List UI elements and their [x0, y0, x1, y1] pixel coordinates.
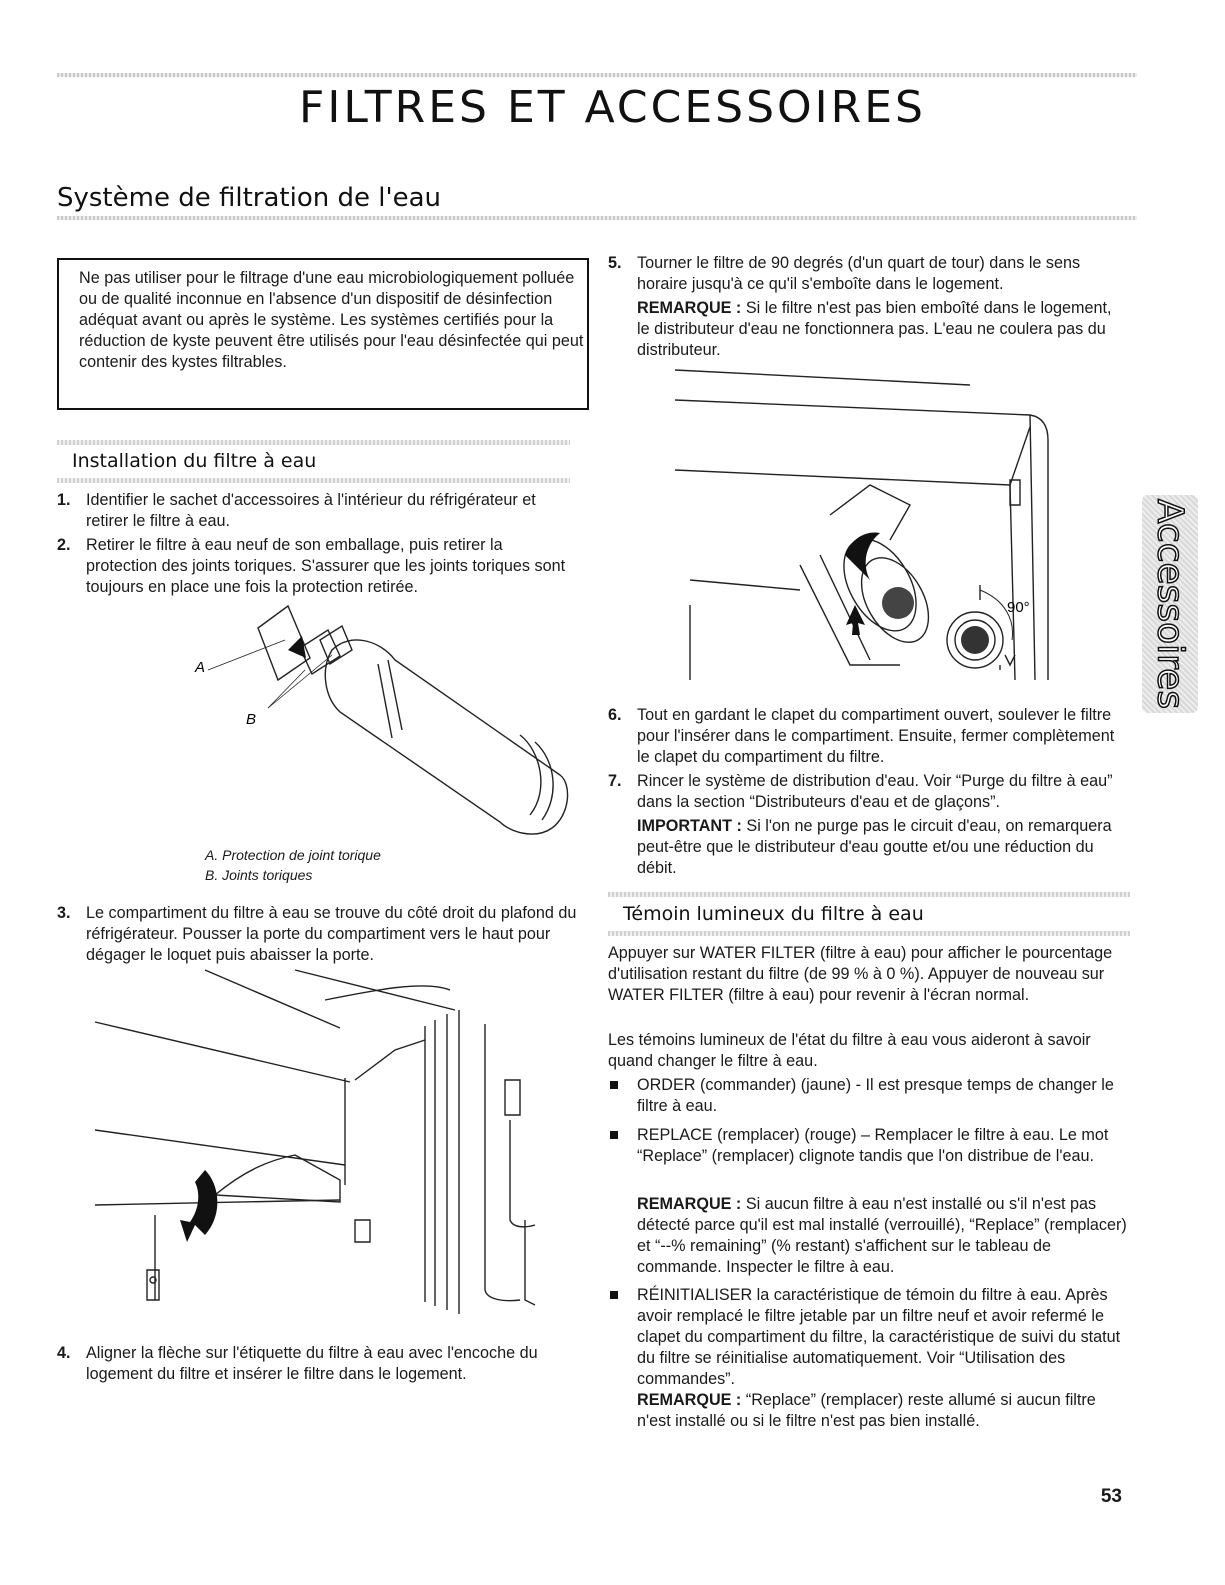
indicator-title: Témoin lumineux du filtre à eau — [623, 903, 924, 925]
label-b: B — [246, 711, 257, 728]
warning-box — [57, 258, 589, 410]
compartment-figure — [95, 970, 550, 1320]
subsection-rule-bottom — [57, 478, 570, 483]
side-tab-label: Accessoires — [1149, 498, 1191, 710]
note-step-5: REMARQUE : Si le filtre n'est pas bien emboîté dans le logement, le distributeur d'eau ne fonctionnera pas. L'eau ne coulera pas du distributeur. — [637, 299, 1112, 359]
warning-text: Ne pas utiliser pour le filtrage d'une eau microbiologiquement polluée ou de qualité inconnue en l'absence d'un dispositif de désinfection adéquat avant ou après le système. Les systèmes certifiés pour la réduction de kyste peuvent être utilisés pour l'eau désinfectée qui peut contenir des kystes filtrables. — [79, 269, 584, 371]
label-a: A — [195, 659, 206, 676]
page-number: 53 — [1100, 1486, 1122, 1507]
indicator-para-1: Appuyer sur WATER FILTER (filtre à eau) pour afficher le pourcentage d'utilisation restant du filtre (de 99 % à 0 %). Appuyer de nouveau sur WATER FILTER (filtre à eau) pour revenir à l'écran normal. — [608, 944, 1113, 1004]
indicator-rule-bottom — [608, 931, 1130, 936]
installation-title: Installation du filtre à eau — [72, 450, 317, 472]
filter-rotation-figure — [670, 365, 1060, 685]
filter-bottle-figure — [180, 600, 580, 840]
page-title: FILTRES ET ACCESSOIRES — [299, 82, 926, 133]
section-title: Système de filtration de l'eau — [57, 183, 442, 213]
important-note: IMPORTANT : Si l'on ne purge pas le circuit d'eau, on remarquera peut-être que le distributeur d'eau goutte et/ou une réduction du débit. — [637, 817, 1112, 877]
section-rule — [57, 216, 1137, 220]
note-replace: REMARQUE : Si aucun filtre à eau n'est installé ou s'il n'est pas détecté parce qu'il est mal installé (verrouillé), “Replace” (remplacer) et “--% remaining” (% restant) s'affichent sur le tableau de commande. Inspecter le filtre à eau. — [637, 1195, 1127, 1276]
indicator-para-2: Les témoins lumineux de l'état du filtre à eau vous aideront à savoir quand changer le filtre à eau. — [608, 1031, 1091, 1070]
subsection-rule-top — [57, 440, 570, 445]
note-reset: REMARQUE : “Replace” (remplacer) reste allumé si aucun filtre n'est installé ou si le filtre n'est pas bien installé. — [637, 1391, 1096, 1430]
figure-caption: A. Protection de joint torique B. Joints toriques — [205, 847, 381, 883]
angle-label: 90° — [1007, 599, 1030, 616]
indicator-rule-top — [608, 892, 1130, 897]
top-rule — [57, 73, 1137, 77]
